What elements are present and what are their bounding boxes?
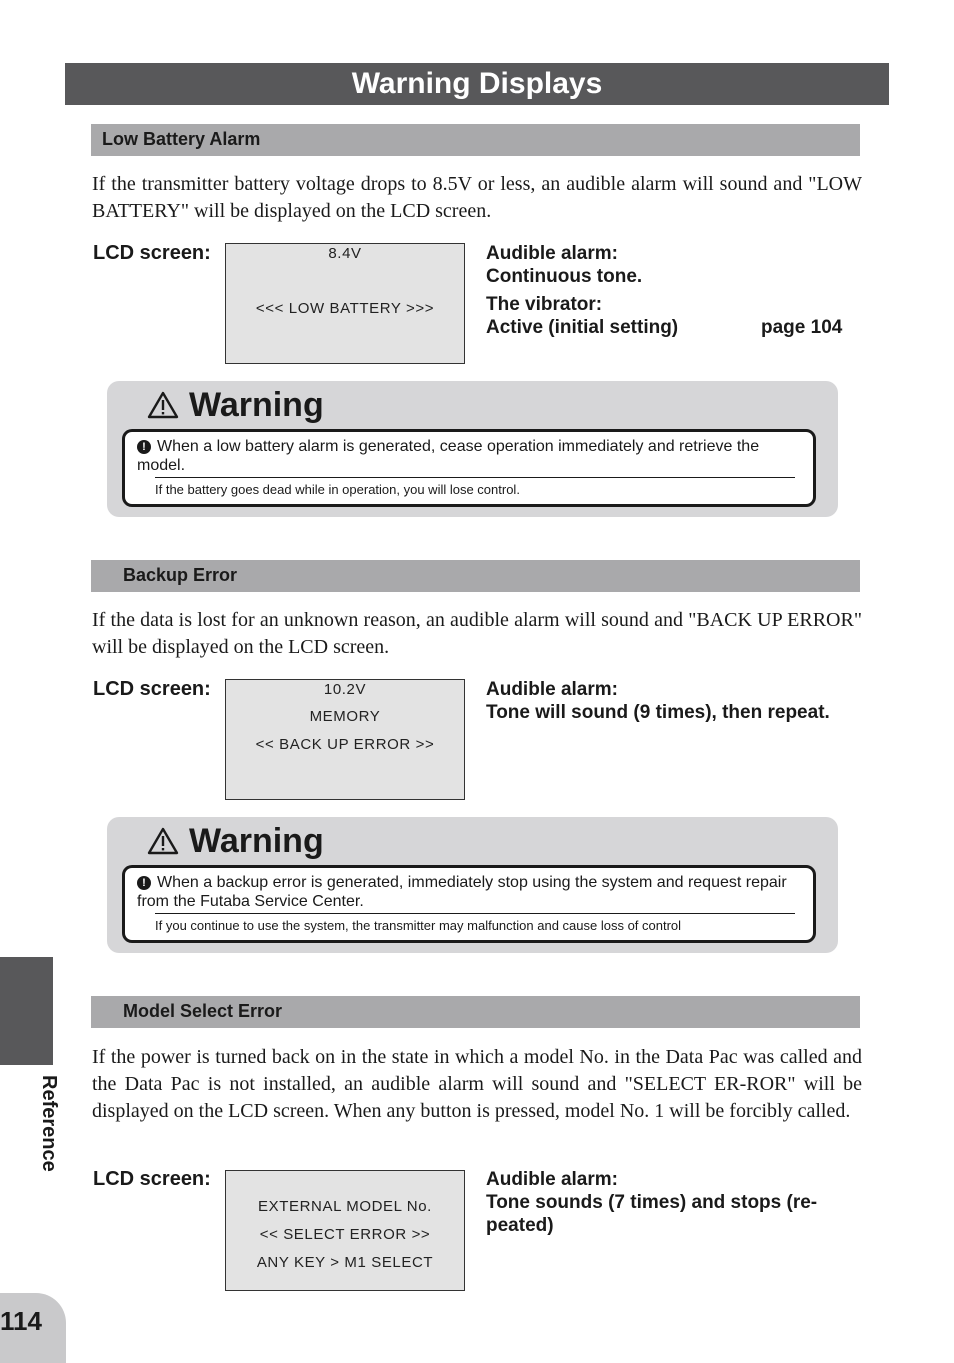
alarm-value: Continuous tone.	[486, 266, 643, 287]
divider	[155, 477, 795, 478]
lcd-screen-model-select-error	[225, 1170, 465, 1291]
side-tab	[0, 957, 53, 1065]
side-tab-label: Reference	[38, 1075, 60, 1172]
alarm-label: Audible alarm:	[486, 1169, 618, 1190]
warning-sub-text: If the battery goes dead while in operation, you will lose control.	[155, 482, 520, 497]
page-reference: page 104	[761, 317, 843, 338]
section-paragraph-low-battery: If the transmitter battery voltage drops to 8.5V or less, an audible alarm will sound and "LOW BATTERY" will be displayed on the LCD screen.	[92, 173, 862, 222]
section-heading-low-battery: Low Battery Alarm	[91, 124, 860, 156]
lcd-line: <<< LOW BATTERY >>>	[255, 300, 435, 317]
warning-main-text	[137, 437, 807, 475]
lcd-line: << SELECT ERROR >>	[259, 1226, 431, 1243]
lcd-line: 8.4V	[328, 245, 362, 262]
warning-triangle-icon	[147, 827, 179, 855]
warning-title-text: Warning	[189, 822, 324, 860]
lcd-line: MEMORY	[309, 708, 381, 725]
warning-main-label: When a backup error is generated, immediately stop using the system and request repair from the Futaba Service Center.	[137, 874, 787, 910]
warning-triangle-icon	[147, 391, 179, 419]
warning-title-text: Warning	[189, 386, 324, 424]
warning-main-label: When a low battery alarm is generated, cease operation immediately and retrieve the model.	[137, 438, 760, 474]
warning-title	[147, 385, 324, 425]
lcd-label: LCD screen:	[93, 242, 211, 264]
lcd-line: << BACK UP ERROR >>	[255, 736, 435, 753]
lcd-line: ANY KEY > M1 SELECT	[256, 1254, 434, 1271]
alarm-label: Audible alarm:	[486, 243, 618, 264]
section-paragraph-model-select-error: If the power is turned back on in the state in which a model No. in the Data Pac was called and the Data Pac is not installed, an audible alarm will sound and "SELECT ER-ROR" will be displayed on the LCD screen. When any button is pressed, model No. 1 will be forcibly called.	[92, 1046, 862, 1122]
vibrator-label: The vibrator:	[486, 294, 603, 315]
page-title: Warning Displays	[65, 63, 889, 105]
warning-title	[147, 821, 324, 861]
warning-box-low-battery	[107, 381, 838, 517]
vibrator-value: Active (initial setting)	[486, 317, 679, 338]
lcd-line: EXTERNAL MODEL No.	[258, 1198, 432, 1215]
lcd-screen-low-battery	[225, 243, 465, 364]
lcd-label: LCD screen:	[93, 678, 211, 700]
lcd-line: 10.2V	[323, 681, 367, 698]
warning-sub-text: If you continue to use the system, the transmitter may malfunction and cause loss of control	[155, 918, 682, 933]
warning-message-box	[122, 865, 816, 943]
alarm-value: Tone will sound (9 times), then repeat.	[486, 702, 830, 723]
alarm-value: Tone sounds (7 times) and stops (re-peated)	[486, 1192, 818, 1236]
section-heading-backup-error: Backup Error	[91, 560, 860, 592]
lcd-label: LCD screen:	[93, 1168, 211, 1190]
page-number: 114	[0, 1306, 42, 1336]
section-paragraph-backup-error: If the data is lost for an unknown reason, an audible alarm will sound and "BACK UP ERROR" will be displayed on the LCD screen.	[92, 609, 862, 658]
warning-main-text	[137, 873, 807, 911]
divider	[155, 913, 795, 914]
lcd-screen-backup-error	[225, 679, 465, 800]
exclamation-icon: !	[137, 876, 151, 890]
alarm-label: Audible alarm:	[486, 679, 618, 700]
warning-box-backup-error	[107, 817, 838, 953]
section-heading-model-select-error: Model Select Error	[91, 996, 860, 1028]
exclamation-icon: !	[137, 440, 151, 454]
warning-message-box	[122, 429, 816, 507]
